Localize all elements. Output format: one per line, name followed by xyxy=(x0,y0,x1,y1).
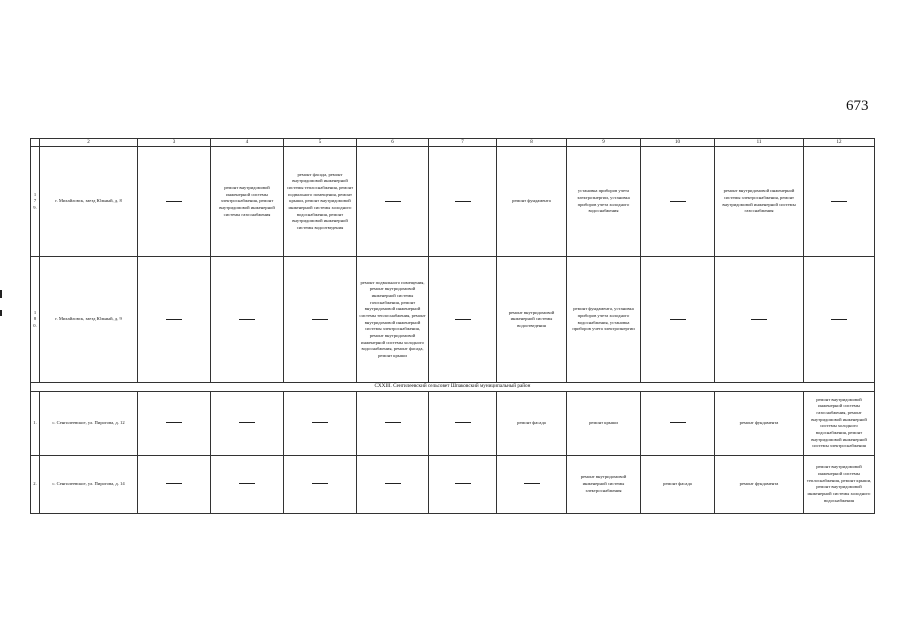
empty-cell xyxy=(357,455,429,513)
scan-edge-mark xyxy=(0,290,2,298)
dash-mark xyxy=(312,422,328,423)
row-number: 1. xyxy=(31,391,40,455)
empty-cell xyxy=(284,455,357,513)
dash-mark xyxy=(455,483,471,484)
empty-cell xyxy=(211,257,284,383)
column-number-cell: 5 xyxy=(284,139,357,147)
work-description-cell: ремонт внутридомовой инженерной системы водоотведения xyxy=(497,257,567,383)
dash-mark xyxy=(751,319,767,320)
empty-cell xyxy=(211,455,284,513)
work-description-cell: ремонт фасада xyxy=(497,391,567,455)
dash-mark xyxy=(385,483,401,484)
dash-mark xyxy=(524,483,540,484)
empty-cell xyxy=(138,147,211,257)
repair-program-table xyxy=(30,138,875,514)
work-description-cell: ремонт внутридомовой инженерной системы электроснабжения xyxy=(567,455,641,513)
empty-cell xyxy=(357,147,429,257)
column-number-cell: 6 xyxy=(357,139,429,147)
work-description-cell: ремонт фундамента xyxy=(497,147,567,257)
work-description-cell: ремонт фундамента, установка приборов учета холодного водоснабжения, установка приборов учета электроэнергии xyxy=(567,257,641,383)
dash-mark xyxy=(670,422,686,423)
dash-mark xyxy=(166,319,182,320)
row-address: с. Сенгилеевское, ул. Пирогова, д. 12 xyxy=(40,391,138,455)
dash-mark xyxy=(455,422,471,423)
dash-mark xyxy=(166,483,182,484)
empty-cell xyxy=(211,391,284,455)
empty-cell xyxy=(284,257,357,383)
dash-mark xyxy=(239,319,255,320)
dash-mark xyxy=(312,483,328,484)
scan-edge-mark xyxy=(0,310,2,316)
work-description-cell: ремонт фундамента xyxy=(715,391,804,455)
dash-mark xyxy=(239,422,255,423)
column-number-cell: 2 xyxy=(40,139,138,147)
section-row xyxy=(31,383,875,392)
empty-cell xyxy=(429,257,497,383)
row-address: г. Михайловск, заезд Южный, д. 8 xyxy=(40,147,138,257)
dash-mark xyxy=(670,201,686,202)
work-description-cell: ремонт подвального помещения, ремонт внутридомовой инженерной системы газоснабжения, ремонт внутридомовой инженерной системы теплоснабжения, ремонт внутридомовой инженерной системы электроснабжения, ремонт внутридомовой инженерной системы холодного водоснабжения, ремонт фасада, ремонт крыши xyxy=(357,257,429,383)
dash-mark xyxy=(385,201,401,202)
dash-mark xyxy=(239,483,255,484)
table-row xyxy=(31,455,875,513)
column-number-cell: 11 xyxy=(715,139,804,147)
empty-cell xyxy=(497,455,567,513)
column-number-cell: 9 xyxy=(567,139,641,147)
column-number-cell: 3 xyxy=(138,139,211,147)
empty-cell xyxy=(138,391,211,455)
empty-cell xyxy=(429,147,497,257)
empty-cell xyxy=(641,391,715,455)
work-description-cell: ремонт внутридомовой инженерной системы электроснабжения, ремонт внутридомовой инженерной системы газоснабжения xyxy=(715,147,804,257)
row-number: 179. xyxy=(31,147,40,257)
work-description-cell: ремонт крыши xyxy=(567,391,641,455)
column-number-row xyxy=(31,139,875,147)
column-number-cell: 8 xyxy=(497,139,567,147)
column-number-cell: 7 xyxy=(429,139,497,147)
row-address: с. Сенгилеевское, ул. Пирогова, д. 14 xyxy=(40,455,138,513)
work-description-cell: ремонт фундамента xyxy=(715,455,804,513)
table-row xyxy=(31,391,875,455)
dash-mark xyxy=(166,201,182,202)
row-address: г. Михайловск, заезд Южный, д. 9 xyxy=(40,257,138,383)
column-number-cell: 10 xyxy=(641,139,715,147)
dash-mark xyxy=(312,319,328,320)
empty-cell xyxy=(804,147,875,257)
column-number-cell: 12 xyxy=(804,139,875,147)
empty-cell xyxy=(429,391,497,455)
work-description-cell: установка приборов учета электроэнергии, установка приборов учета холодного водоснабжения xyxy=(567,147,641,257)
empty-cell xyxy=(357,391,429,455)
work-description-cell: ремонт внутридомовой инженерной системы теплоснабжения, ремонт крыши, ремонт внутридомовой инженерной системы холодного водоснабжения xyxy=(804,455,875,513)
row-number: 2. xyxy=(31,455,40,513)
empty-cell xyxy=(641,147,715,257)
dash-mark xyxy=(166,422,182,423)
dash-mark xyxy=(385,422,401,423)
row-number: 180. xyxy=(31,257,40,383)
empty-cell xyxy=(284,391,357,455)
empty-cell xyxy=(138,455,211,513)
column-number-cell: 4 xyxy=(211,139,284,147)
dash-mark xyxy=(455,319,471,320)
dash-mark xyxy=(831,319,847,320)
empty-cell xyxy=(804,257,875,383)
section-title: СХХIII. Сенгилеевский сельсовет Шпаковский муниципальный район xyxy=(31,383,875,392)
table-row xyxy=(31,147,875,257)
empty-cell xyxy=(138,257,211,383)
empty-cell xyxy=(715,257,804,383)
dash-mark xyxy=(670,319,686,320)
work-description-cell: ремонт фасада xyxy=(641,455,715,513)
dash-mark xyxy=(455,201,471,202)
work-description-cell: ремонт фасада, ремонт внутридомовой инженерной системы теплоснабжения, ремонт подвального помещения, ремонт крыши, ремонт внутридомовой инженерной системы холодного водоснабжения, ремонт внутридомовой инженерной системы водоотведения xyxy=(284,147,357,257)
table-row xyxy=(31,257,875,383)
dash-mark xyxy=(831,201,847,202)
work-description-cell: ремонт внутридомовой инженерной системы газоснабжения, ремонт внутридомовой инженерной системы холодного водоснабжения, ремонт внутридомовой инженерной системы электроснабжения xyxy=(804,391,875,455)
empty-cell xyxy=(429,455,497,513)
column-number-cell xyxy=(31,139,40,147)
work-description-cell: ремонт внутридомовой инженерной системы электроснабжения, ремонт внутридомовой инженерной системы газоснабжения xyxy=(211,147,284,257)
page-number: 673 xyxy=(846,98,869,114)
empty-cell xyxy=(641,257,715,383)
table-body xyxy=(31,139,875,514)
